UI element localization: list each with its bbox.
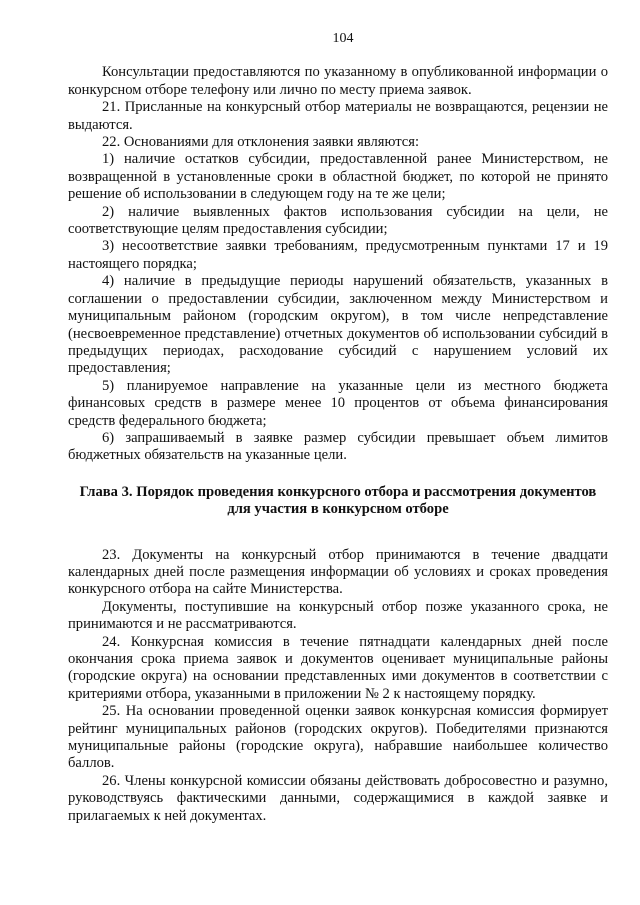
paragraph-25: 25. На основании проведенной оценки заявок конкурсная комиссия формирует рейтинг муниципальных районов (городских округов). Победителями признаются муниципальные районы (городские округа), набравшие наибольшее количество баллов. [68, 703, 608, 772]
paragraph-22: 22. Основаниями для отклонения заявки являются: [102, 134, 420, 151]
document-page [68, 30, 608, 825]
list-item-4: 4) наличие в предыдущие периоды нарушений обязательств, указанных в соглашении о предоставлении субсидии, заключенном между Министерством и муниципальным районом (городским округом), в том числе непредставление (несвоевременное представление) отчетных документов об использовании субсидий в предыдущих периодах, расходование субсидий с нарушением условий их предоставления; [68, 273, 608, 377]
paragraph-23-late-documents: Документы, поступившие на конкурсный отбор позже указанного срока, не принимаются и не рассматриваются. [68, 598, 608, 633]
list-item-5: 5) планируемое направление на указанные цели из местного бюджета финансовых средств в размере менее 10 процентов от объема финансирования средств федерального бюджета; [68, 377, 608, 429]
list-item-1: 1) наличие остатков субсидии, предоставленной ранее Министерством, не возвращенной в установленные сроки в областной бюджет, по которой не принято решение об использовании в следующем году на те же цели; [68, 151, 608, 203]
paragraph-26: 26. Члены конкурсной комиссии обязаны действовать добросовестно и разумно, руководствуясь фактическими данными, содержащимися в каждой заявке и прилагаемых к ней документах. [68, 772, 608, 824]
list-item-2: 2) наличие выявленных фактов использования субсидии на цели, не соответствующие целям предоставления субсидии; [68, 203, 608, 238]
chapter-heading: Глава 3. Порядок проведения конкурсного отбора и рассмотрения документов для участия в конкурсном отборе [79, 483, 597, 518]
section-before-heading [68, 64, 608, 464]
paragraph-23: 23. Документы на конкурсный отбор принимаются в течение двадцати календарных дней после размещения информации об условиях и сроках проведения конкурсного отбора на сайте Министерства. [68, 546, 608, 598]
paragraph-24: 24. Конкурсная комиссия в течение пятнадцати календарных дней после окончания срока приема заявок и документов оценивает муниципальные районы (городские округа) на основании представленных ими документов в соответствии с критериями отбора, указанными в приложении № 2 к настоящему порядку. [68, 633, 608, 702]
list-item-6: 6) запрашиваемый в заявке размер субсидии превышает объем лимитов бюджетных обязательств на указанные цели. [68, 429, 608, 464]
page-number: 104 [332, 31, 354, 46]
paragraph-21: 21. Присланные на конкурсный отбор материалы не возвращаются, рецензии не выдаются. [68, 99, 608, 133]
section-after-heading [68, 547, 608, 826]
paragraph-consultations: Консультации предоставляются по указанному в опубликованной информации о конкурсном отборе телефону или лично по месту приема заявок. [68, 64, 608, 98]
list-item-3: 3) несоответствие заявки требованиям, предусмотренным пунктами 17 и 19 настоящего порядка; [68, 238, 608, 272]
